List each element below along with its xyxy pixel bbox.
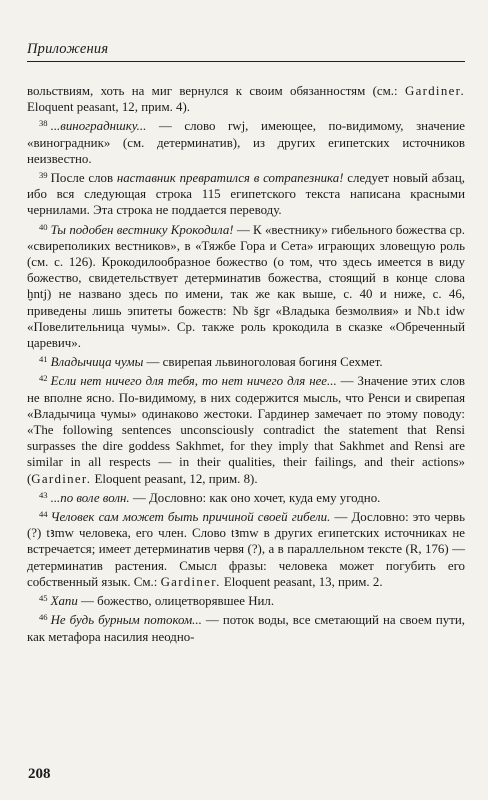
note-38: [27, 115, 465, 167]
note-quote: Не будь бурным потоком...: [50, 613, 202, 628]
note-39: [27, 167, 465, 219]
note-number: 40: [39, 221, 48, 232]
author-name: Gardiner.: [31, 471, 92, 486]
note-text: — поток воды, все сметающий на своем пути, как метафора насилия неодно-: [27, 613, 466, 644]
note-number: 42: [39, 373, 48, 384]
note-43: [27, 487, 465, 506]
note-text: — К «вестнику» гибельного божества ср. «свиреполиких вестников», в «Тяжбе Гора и Сета» играющих зловещую роль (см. с. 126). Крокодилообразное божество (о том, что здесь имеется в виду божество, свидетельствует детерминатив божества, стоящий в конце слова ḫntj) не названо здесь по имени, так же как выше, с. 40 и ниже, с. 46, приведены лишь эпитеты божеств: Nb šgr «Владыка безмолвия» и Nb.t idw «Повелительница чумы». Ср. также роль крокодила в сказке «Обреченный царевич».: [27, 222, 465, 351]
note-number: 45: [39, 593, 48, 604]
note-quote: Хапи: [50, 594, 78, 609]
note-number: 41: [39, 354, 48, 365]
author-name: Gardiner.: [404, 84, 465, 98]
note-number: 46: [39, 612, 48, 623]
note-text: — слово rwj, имеющее, по-видимому, значение «виноградник» (см. детерминатив), из других египетских источников неизвестно.: [27, 119, 465, 166]
note-text: следует новый абзац, ибо вся следующая строка 115 египетского текста написана красными чернилами. Эта строка не поддается переводу.: [27, 171, 465, 218]
note-text: Eloquent peasant, 13, прим. 2.: [220, 574, 383, 589]
note-quote: Если нет ничего для тебя, то нет ничего для нее...: [50, 374, 337, 389]
note-number: 44: [39, 509, 48, 520]
note-text: — божество, олицетворявшее Нил.: [77, 594, 275, 609]
note-quote: ...виноградншку...: [50, 119, 147, 134]
note-text: вольствиям, хоть на миг вернулся к своим обязанностям (см.:: [27, 84, 405, 98]
note-quote: Человек сам может быть причиной своей гибели.: [50, 510, 331, 525]
book-page: [27, 40, 465, 645]
running-header: Приложения: [27, 40, 465, 62]
note-quote: наставник превратился в сотрапезника!: [116, 171, 344, 186]
note-42: [27, 370, 465, 486]
note-number: 38: [39, 118, 48, 129]
note-quote: ...по воле волн.: [50, 490, 130, 505]
note-44: [27, 506, 465, 590]
note-text: — Значение этих слов не вполне ясно. По-видимому, в них содержится мысль, что Ренси и свирепая «Владычица чумы» одинаково жестоки. Гардинер замечает по этому поводу: «The following sentences unconsciously contradict the statement that Rensi surpasses the dire goddess Sakhmet, for they imply that Sakhmet and Rensi are similar in all respects — in their qualities, their failings, and their actions» (: [27, 374, 465, 486]
note-text: После слов: [50, 171, 117, 186]
note-text: Eloquent peasant, 12, прим. 8).: [91, 471, 258, 486]
note-continuation: [27, 83, 465, 115]
note-text: — Дословно: это червь (?) tꜣmw человека, его член. Слово tꜣmw в других египетских источниках не встречается; имеет детерминатив червя (?), а в параллельном тексте (R, 176) — детерминатив растения. Смысл фразы: человека может погубить его собственный язык. См.:: [27, 510, 465, 589]
note-41: [27, 351, 465, 370]
note-40: [27, 219, 465, 352]
note-quote: Владычица чумы: [50, 355, 144, 370]
note-quote: Ты подобен вестнику Крокодила!: [50, 222, 234, 237]
note-45: [27, 590, 465, 609]
page-number: 208: [28, 766, 51, 782]
note-number: 39: [39, 170, 48, 181]
author-name: Gardiner.: [160, 574, 221, 589]
note-text: — Дословно: как оно хочет, куда ему угодно.: [129, 490, 381, 505]
note-number: 43: [39, 489, 48, 500]
note-text: — свирепая львиноголовая богиня Сехмет.: [143, 355, 383, 370]
notes-body: [27, 83, 465, 645]
note-text: Eloquent peasant, 12, прим. 4).: [27, 100, 191, 115]
note-46: [27, 609, 465, 644]
